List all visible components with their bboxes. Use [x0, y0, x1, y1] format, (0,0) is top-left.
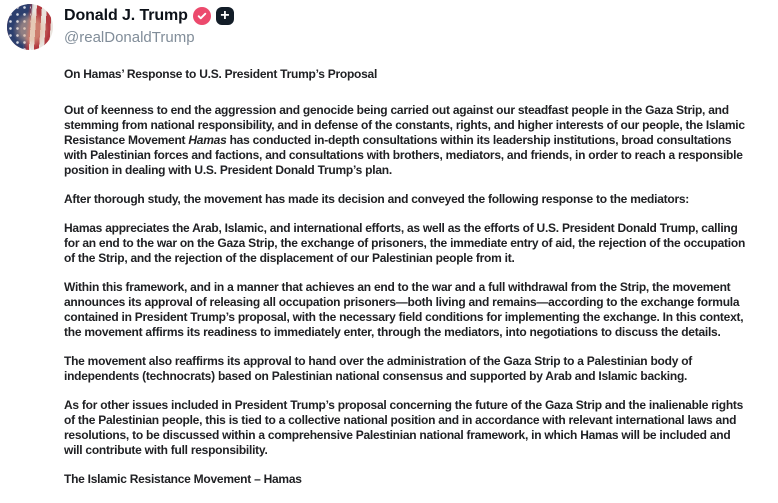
statement-paragraph: Within this framework, and in a manner that achieves an end to the war and a full withdrawal from the Strip, the movement announces its approval of releasing all occupation prisoners—both living and remains—according to the exchange formula contained in President Trump’s proposal, with the necessary field conditions for implementing the exchange. In this context, the movement affirms its readiness to immediately enter, through the mediators, into negotiations to discuss the details.: [64, 280, 744, 339]
statement-title: On Hamas’ Response to U.S. President Trump’s Proposal: [64, 67, 378, 81]
statement-paragraph: The movement also reaffirms its approval to hand over the administration of the Gaza Strip to a Palestinian body of independents (technocrats) based on Palestinian national consensus and supported by Arab and Islamic backing.: [64, 354, 693, 383]
statement-body: [64, 103, 748, 487]
statement-paragraph: Out of keenness to end the aggression and genocide being carried out against our steadfast people in the Gaza Strip, and stemming from national responsibility, and in defense of the constants, rights, and higher interests of our people, the Islamic Resistance Movement Hamas has conducted in-depth consultations within its leadership institutions, broad consultations with Palestinian forces and factions, and consultations with brothers, mediators, and friends, in order to reach a responsible position in dealing with U.S. President Donald Trump’s plan.: [64, 103, 745, 177]
plus-badge-icon: +: [216, 7, 234, 25]
avatar[interactable]: [7, 4, 53, 50]
avatar-face-overlay: [7, 4, 53, 50]
author-identity: [64, 4, 234, 46]
verified-badge-icon: [193, 7, 211, 25]
user-handle[interactable]: @realDonaldTrump: [64, 29, 195, 46]
author-name-row: [64, 7, 234, 25]
statement-signature: The Islamic Resistance Movement – Hamas: [64, 472, 302, 486]
post-header: [7, 4, 234, 50]
statement-image[interactable]: [64, 67, 748, 487]
statement-paragraph: Hamas appreciates the Arab, Islamic, and international efforts, as well as the efforts of U.S. President Donald Trump, calling for an end to the war on the Gaza Strip, the exchange of prisoners, the immediate entry of aid, the rejection of the occupation of the Strip, and the rejection of the displacement of our Palestinian people from it.: [64, 221, 746, 265]
display-name[interactable]: Donald J. Trump: [64, 7, 188, 24]
statement-paragraph: As for other issues included in President Trump’s proposal concerning the future of the Gaza Strip and the inalienable rights of the Palestinian people, this is tied to a collective national position and in accordance with relevant international laws and resolutions, to be discussed within a comprehensive Palestinian national framework, in which Hamas will be included and will contribute with full responsibility.: [64, 398, 744, 457]
statement-paragraph: After thorough study, the movement has made its decision and conveyed the following response to the mediators:: [64, 192, 690, 206]
